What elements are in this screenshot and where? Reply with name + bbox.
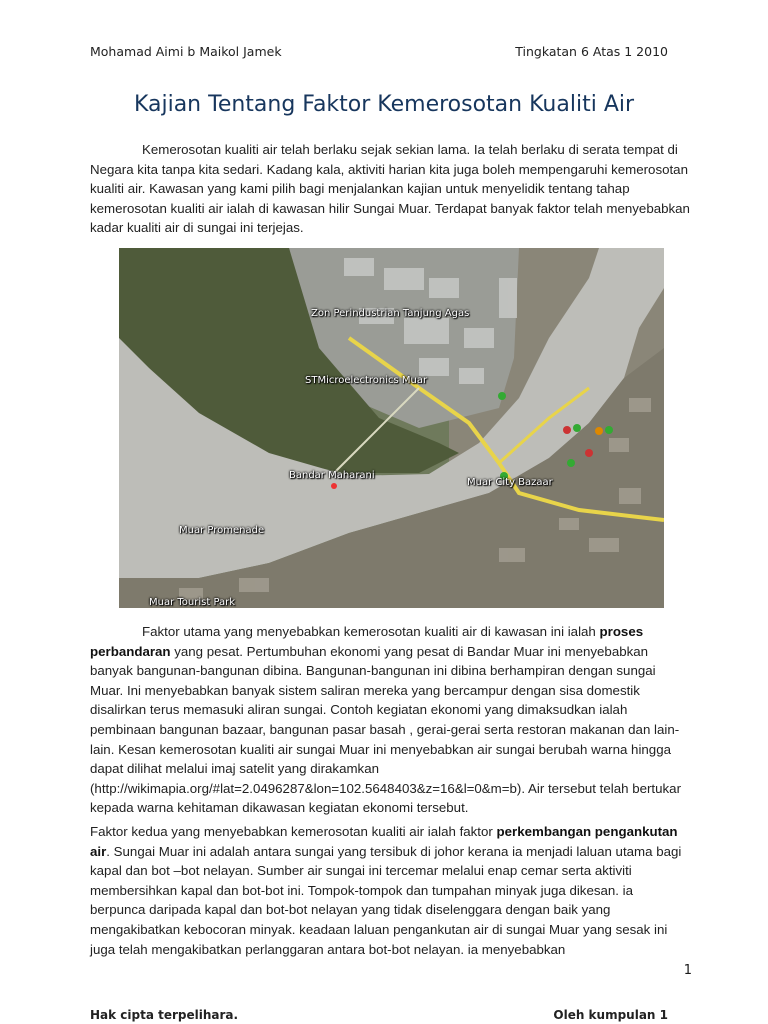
paragraph-transport-text-2: . Sungai Muar ini adalah antara sungai yang tersibuk di johor kerana ia menjadi laluan utama bagi kapal dan bot –bot nelayan. Sumber air sungai ini tercemar melalui enap cemar serta aktiviti membersihkan kapal dan bot-bot ini. Tompok-tompok dan tumpahan minyak juga dikesan. ia berpunca daripada kapal dan bot-bot nelayan yang tidak diselenggara dengan baik yang mengakibatkan kebocoran minyak. keadaan laluan pengankutan air di sungai Muar yang sesak ini juga telah mengakibatkan perlanggaran antara bot-bot nelayan. ia menyebabkan xyxy=(90,843,682,957)
paragraph-urbanisation-text-2: yang pesat. Pertumbuhan ekonomi yang pesat di Bandar Muar ini menyebabkan banyak bangunan-bangunan dibina. Bangunan-bangunan ini dibina berhampiran dengan sungai Muar. Ini menyebabkan banyak sistem saliran mereka yang bercampur dengan sisa domestik disalirkan terus memasuki aliran sungai. Contoh kegiatan ekonomi yang dimaksudkan ialah pembinaan bangunan bazaar, bangunan pasar basah , gerai-gerai serta restoran makanan dan lain-lain. Kesan kemerosotan kualiti air sungai Muar ini menyebabkan air sungai berubah warna hingga dapat dilihat melalui imaj satelit yang dirakamkan (http://wikimapia.org/#lat=2.0496287&lon=102.5648403&z=16&l=0&m=b). Air tersebut telah bertukar kepada warna kehitaman dikawasan kegiatan ekonomi tersebut. xyxy=(90,643,681,816)
footer-copyright: Hak cipta terpelihara. xyxy=(90,1008,239,1022)
paragraph-urbanisation-bold: proses perbandaran xyxy=(90,624,644,659)
map-label-bazaar: Muar City Bazaar xyxy=(467,477,553,488)
map-label-stm: STMicroelectronics Muar xyxy=(305,375,428,386)
paragraph-transport-bold: perkembangan pengankutan air xyxy=(90,824,678,859)
page-title: Kajian Tentang Faktor Kemerosotan Kualiti Air xyxy=(133,92,635,117)
paragraph-urbanisation-text-1: Faktor utama yang menyebabkan kemerosotan kualiti air di kawasan ini ialah xyxy=(142,624,600,639)
paragraph-transport xyxy=(90,822,690,959)
satellite-map-image xyxy=(119,248,664,608)
paragraph-urbanisation xyxy=(90,622,690,818)
footer-group: Oleh kumpulan 1 xyxy=(553,1008,668,1022)
map-label-tourist: Muar Tourist Park xyxy=(149,597,236,608)
paragraph-transport-text-1: Faktor kedua yang menyebabkan kemerosotan kualiti air ialah faktor xyxy=(90,824,497,839)
map-label-bandar: Bandar Maharani xyxy=(289,470,375,481)
satellite-map-graphic xyxy=(119,248,664,608)
page-number: 1 xyxy=(683,963,692,978)
header-author: Mohamad Aimi b Maikol Jamek xyxy=(90,44,282,59)
paragraph-intro-text: Kemerosotan kualiti air telah berlaku sejak sekian lama. Ia telah berlaku di serata tempat di Negara kita tanpa kita sedari. Kadang kala, aktiviti harian kita juga boleh mempengaruhi kemerosotan kualiti air. Kawasan yang kami pilih bagi menjalankan kajian untuk menyelidik tentang tahap kemerosotan kualiti air ialah di kawasan hilir Sungai Muar. Terdapat banyak faktor telah menyebabkan kadar kualiti air di sungai ini terjejas. xyxy=(90,142,690,236)
header-class: Tingkatan 6 Atas 1 2010 xyxy=(515,44,668,59)
paragraph-intro xyxy=(90,140,690,238)
map-label-promenade: Muar Promenade xyxy=(179,525,265,536)
map-label-zone: Zon Perindustrian Tanjung Agas xyxy=(311,308,470,319)
